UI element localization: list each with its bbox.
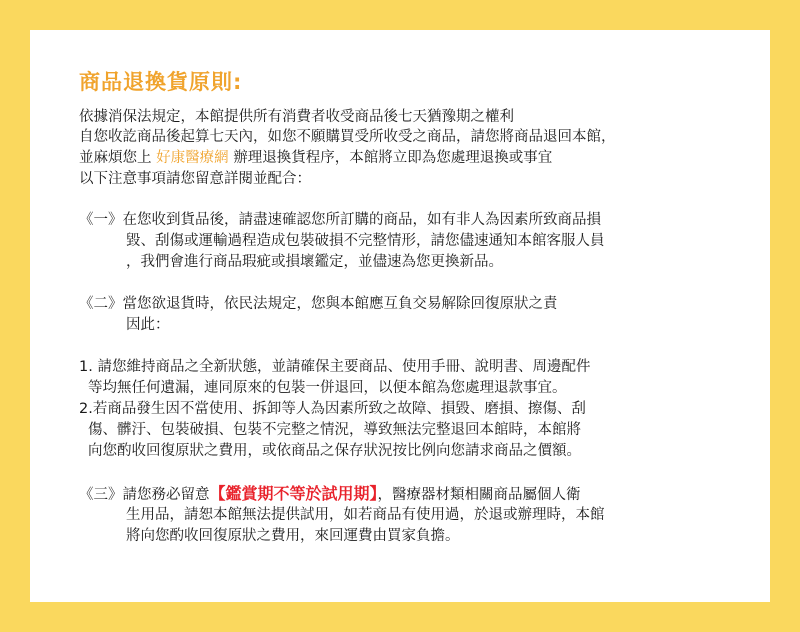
section-1-line-1: 《一》在您收到貨品後，請盡速確認您所訂購的商品，如有非人為因素所致商品損 — [79, 212, 601, 228]
section-1-line-2: 毀、刮傷或運輸過程造成包裝破損不完整情形，請您儘速通知本館客服人員 — [126, 233, 605, 249]
intro-line-3-post: 辦理退換貨程序，本館將立即為您處理退換或事宜 — [228, 150, 553, 166]
list-item-2-line-2: 傷、髒汙、包裝破損、包裝不完整之情況，導致無法完整退回本館時，本館將 — [88, 422, 581, 438]
intro-line-4: 以下注意事項請您留意詳閱並配合： — [79, 171, 311, 187]
intro-line-3-pre: 並麻煩您上 — [79, 150, 157, 166]
list-item-2-line-3: 向您酌收回復原狀之費用，或依商品之保存狀況按比例向您請求商品之價額。 — [88, 443, 581, 459]
page-title: 商品退換貨原則: — [79, 70, 243, 94]
section-3-post: ，醫療器材類相關商品屬個人衛 — [377, 487, 581, 503]
intro-line-2: 自您收訖商品後起算七天內，如您不願購買受所收受之商品，請您將商品退回本館， — [79, 129, 616, 145]
section-3-line-3: 將向您酌收回復原狀之費用，來回運費由買家負擔。 — [126, 528, 460, 544]
section-2-line-2: 因此： — [126, 317, 170, 333]
list-item-2-line-1: 2.若商品發生因不當使用、拆卸等人為因素所致之故障、損毀、磨損、擦傷、刮 — [79, 401, 586, 417]
intro-line-1: 依據消保法規定，本館提供所有消費者收受商品後七天猶豫期之權利 — [79, 109, 514, 125]
policy-panel — [30, 30, 770, 602]
section-3-highlight: 【鑑賞期不等於試用期】 — [209, 484, 378, 503]
list-item-1-line-1: 1. 請您維持商品之全新狀態，並請確保主要商品、使用手冊、說明書、周邊配件 — [79, 359, 591, 375]
section-3-line-2: 生用品，請恕本館無法提供試用，如若商品有使用過，於退或辦理時，本館 — [126, 507, 605, 523]
brand-name: 好康醫療網 — [156, 150, 229, 166]
section-3-pre: 《三》請您務必留意 — [79, 487, 210, 503]
section-2-line-1: 《二》當您欲退貨時，依民法規定，您與本館應互負交易解除回復原狀之責 — [79, 296, 558, 312]
section-3-line-1 — [79, 484, 581, 505]
section-1-line-3: ，我們會進行商品瑕疵或損壞鑑定，並儘速為您更換新品。 — [126, 254, 503, 270]
intro-line-3 — [79, 148, 552, 168]
list-item-1-line-2: 等均無任何遺漏，連同原來的包裝一併退回，以便本館為您處理退款事宜。 — [88, 380, 567, 396]
